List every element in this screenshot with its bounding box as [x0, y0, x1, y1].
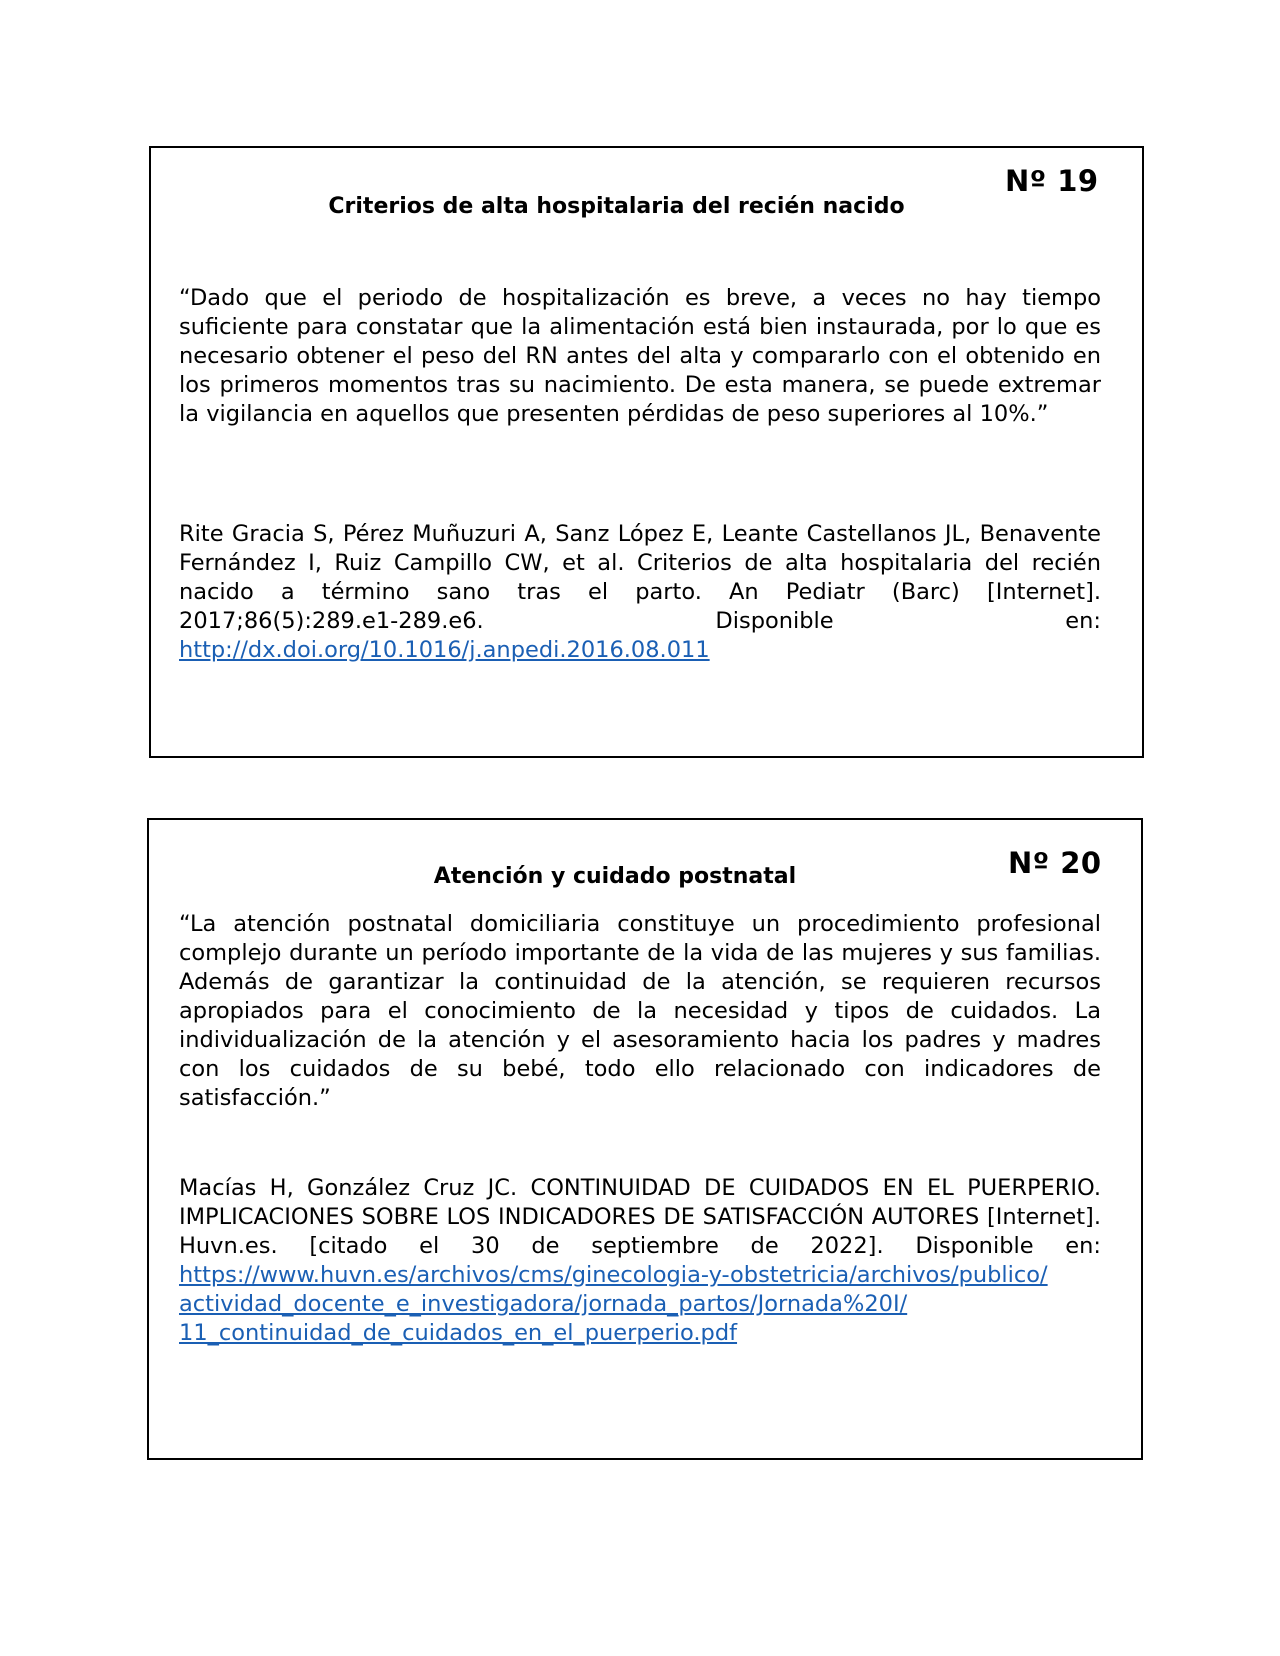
reference-text: Macías H, González Cruz JC. CONTINUIDAD DE CUIDADOS EN EL PUERPERIO. IMPLICACIONES SOBRE LOS INDICADORES DE SATISFACCIÓN AUTORES [Internet]. Huvn.es. [citado el 30 de septiembre de 2022]. Disponible en: [179, 1175, 1101, 1259]
reference-link[interactable]: http://dx.doi.org/10.1016/j.anpedi.2016.08.011 [179, 637, 710, 663]
card-20 [147, 818, 1143, 1460]
reference-link[interactable]: https://www.huvn.es/archivos/cms/ginecologia-y-obstetricia/archivos/publico/ actividad_docente_e_investigadora/jornada_partos/Jornada%20I/ 11_continuidad_de_cuidados_en_el_puerperio.pdf [179, 1262, 1048, 1346]
card-number: Nº 19 [1005, 164, 1099, 198]
card-title: Atención y cuidado postnatal [433, 864, 797, 889]
card-title: Criterios de alta hospitalaria del recién nacido [328, 194, 905, 219]
card-19 [149, 146, 1144, 758]
card-quote: “La atención postnatal domiciliaria constituye un procedimiento profesional complejo durante un período importante de la vida de las mujeres y sus familias. Además de garantizar la continuidad de la atención, se requieren recursos apropiados para el conocimiento de la necesidad y tipos de cuidados. La individualización de la atención y el asesoramiento hacia los padres y madres con los cuidados de su bebé, todo ello relacionado con indicadores de satisfacción.” [179, 911, 1101, 1111]
card-reference [179, 520, 1101, 665]
card-reference [179, 1174, 1101, 1348]
card-number: Nº 20 [1008, 846, 1102, 880]
reference-text: Rite Gracia S, Pérez Muñuzuri A, Sanz López E, Leante Castellanos JL, Benavente Fernández I, Ruiz Campillo CW, et al. Criterios de alta hospitalaria del recién nacido a término sano tras el parto. An Pediatr (Barc) [Internet]. 2017;86(5):289.e1-289.e6. Disponible en: [179, 521, 1101, 634]
card-quote: “Dado que el periodo de hospitalización es breve, a veces no hay tiempo suficiente para constatar que la alimentación está bien instaurada, por lo que es necesario obtener el peso del RN antes del alta y compararlo con el obtenido en los primeros momentos tras su nacimiento. De esta manera, se puede extremar la vigilancia en aquellos que presenten pérdidas de peso superiores al 10%.” [179, 285, 1101, 427]
